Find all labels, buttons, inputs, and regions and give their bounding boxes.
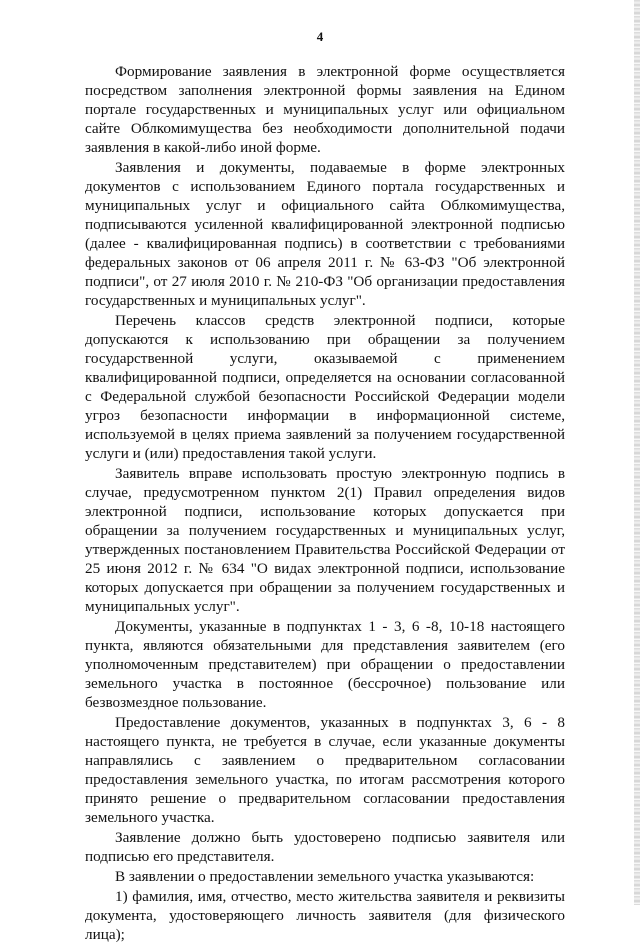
document-body bbox=[85, 62, 565, 945]
paragraph-signature-classes: Перечень классов средств электронной подписи, которые допускаются к использованию при обращении за получением государственной услуги, оказываемой с применением квалифицированной подписи, определяется на основании согласованной с Федеральной службой безопасности Российской Федерации модели угроз безопасности информации в информационной системе, используемой в целях приема заявлений за получением государственной услуги и (или) предоставления такой услуги. bbox=[85, 312, 565, 462]
list-item-applicant-details: 1) фамилия, имя, отчество, место жительства заявителя и реквизиты документа, удостоверяющего личность заявителя (для физического лица); bbox=[85, 888, 565, 943]
paragraph-application-contents-intro: В заявлении о предоставлении земельного участка указываются: bbox=[115, 868, 535, 885]
paragraph-electronic-form: Формирование заявления в электронной форме осуществляется посредством заполнения электронной формы заявления на Едином портале государственных и муниципальных услуг или официальном сайте Облкомимущества без необходимости дополнительной подачи заявления в какой-либо иной форме. bbox=[85, 63, 565, 156]
paragraph-simple-signature: Заявитель вправе использовать простую электронную подпись в случае, предусмотренном пунктом 2(1) Правил определения видов электронной подписи, использование которых допускается при обращении за получением государственных и муниципальных услуг, утвержденных постановлением Правительства Российской Федерации от 25 июня 2012 г. № 634 "О видах электронной подписи, использование которых допускается при обращении за получением государственных и муниципальных услуг". bbox=[85, 465, 565, 615]
page-number: 4 bbox=[316, 29, 324, 44]
paragraph-documents-not-required: Предоставление документов, указанных в подпунктах 3, 6 - 8 настоящего пункта, не требуется в случае, если указанные документы направлялись с заявлением о предварительном согласовании предоставления земельного участка, по итогам рассмотрения которого принято решение о предварительном согласовании предоставления земельного участка. bbox=[85, 714, 565, 826]
paragraph-qualified-signature: Заявления и документы, подаваемые в форме электронных документов с использованием Единого портала государственных и муниципальных услуг и официального сайта Облкомимущества, подписываются усиленной квалифицированной электронной подписью (далее - квалифицированная подпись) в соответствии с требованиями федеральных законов от 06 апреля 2011 г. № 63-ФЗ "Об электронной подписи", от 27 июля 2010 г. № 210-ФЗ "Об организации предоставления государственных и муниципальных услуг". bbox=[85, 159, 565, 309]
scan-edge-decoration bbox=[634, 0, 640, 905]
paragraph-mandatory-documents: Документы, указанные в подпунктах 1 - 3, 6 -8, 10-18 настоящего пункта, являются обязательными для представления заявителем (его уполномоченным представителем) при обращении о предоставлении земельного участка в постоянное (бессрочное) пользование или безвозмездное пользование. bbox=[85, 618, 565, 711]
paragraph-signature-requirement: Заявление должно быть удостоверено подписью заявителя или подписью его представителя. bbox=[85, 829, 565, 865]
